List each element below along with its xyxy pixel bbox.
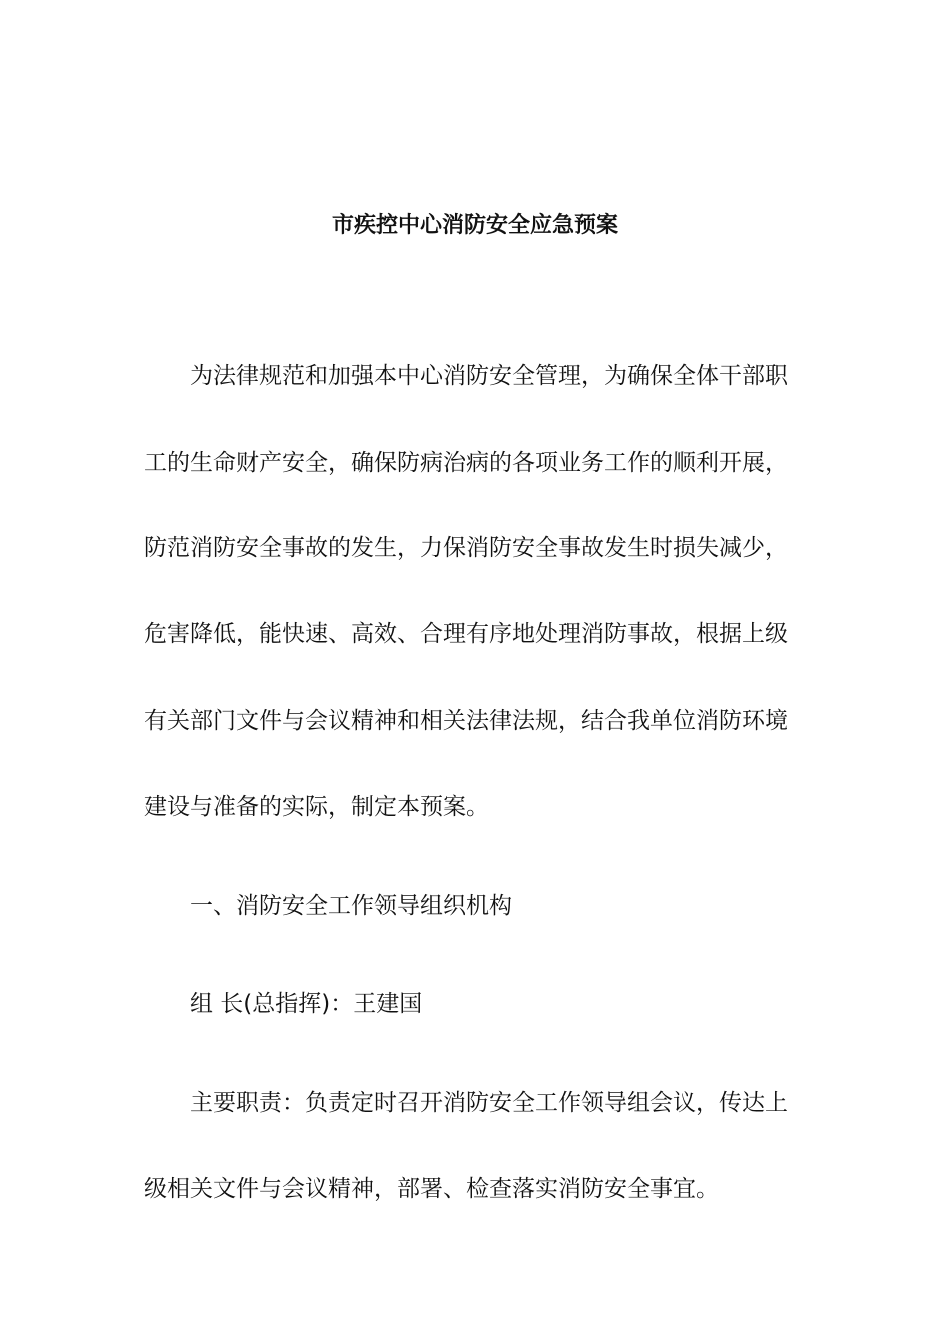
paragraph-line: 危害降低，能快速、高效、合理有序地处理消防事故，根据上级 (144, 621, 788, 647)
duties-line: 级相关文件与会议精神，部署、检查落实消防安全事宜。 (144, 1176, 719, 1202)
section-heading: 一、消防安全工作领导组织机构 (190, 893, 512, 919)
document-title: 市疾控中心消防安全应急预案 (331, 213, 618, 238)
paragraph-line: 有关部门文件与会议精神和相关法律法规，结合我单位消防环境 (144, 708, 788, 734)
paragraph-line: 为法律规范和加强本中心消防安全管理，为确保全体干部职 (190, 363, 788, 389)
leader-line: 组 长(总指挥)：王建国 (190, 991, 423, 1017)
paragraph-line: 防范消防安全事故的发生，力保消防安全事故发生时损失减少， (144, 535, 788, 561)
paragraph-line: 工的生命财产安全，确保防病治病的各项业务工作的顺利开展， (144, 450, 788, 476)
duties-line: 主要职责：负责定时召开消防安全工作领导组会议，传达上 (190, 1090, 788, 1116)
paragraph-line: 建设与准备的实际，制定本预案。 (144, 794, 489, 820)
